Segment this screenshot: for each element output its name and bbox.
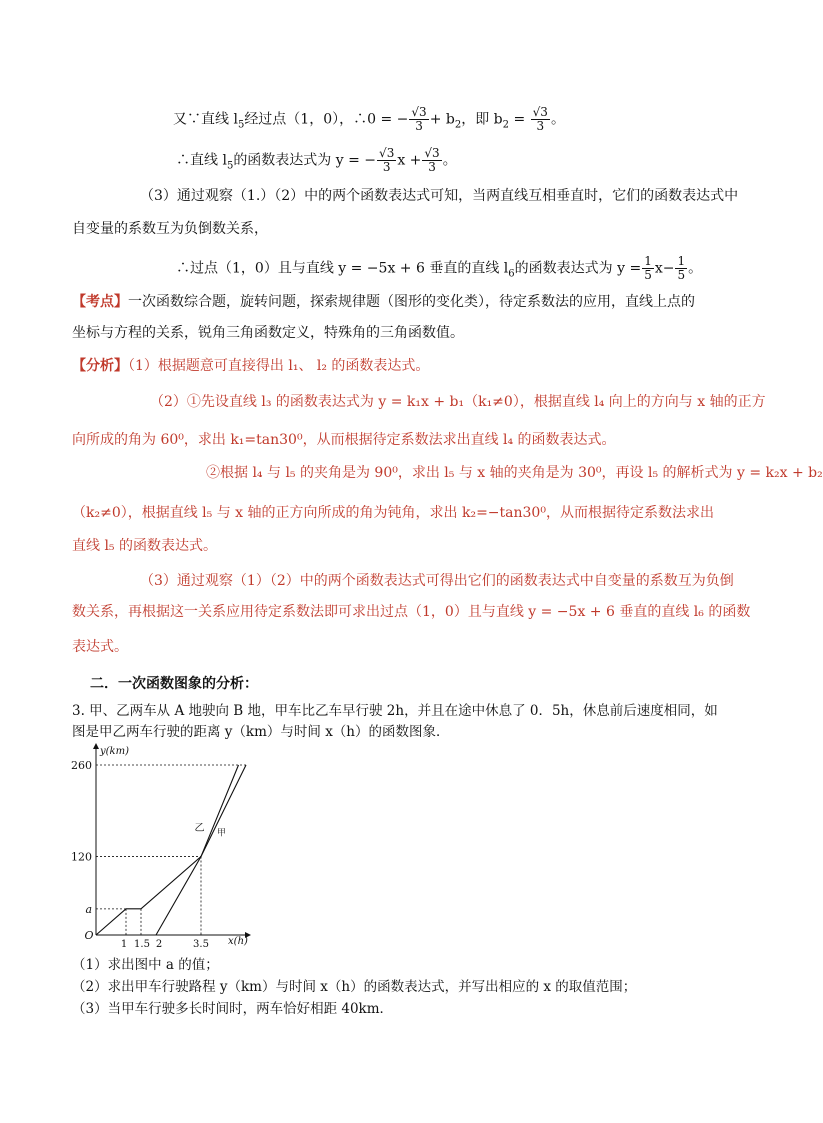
x-tick-label: 1	[120, 939, 128, 950]
x-tick-label: 3.5	[193, 939, 209, 950]
series-yi-label: 乙	[194, 823, 205, 835]
kaodian-line2: 坐标与方程的关系，锐角三角函数定义，特殊角的三角函数值。	[72, 325, 464, 341]
part3-line3: ∴过点（1，0）且与直线 y = −5x + 6 垂直的直线 $l_6$的函数表达式为 y = $\frac{1}{5}$ x− $\frac{1}{5}$ 。	[176, 254, 703, 282]
fenxi-label: 【分析】	[72, 358, 128, 374]
distance-time-chart	[71, 738, 258, 950]
fraction: $\frac{1}{5}$	[677, 254, 686, 282]
fraction: $\frac{√3}{3}$	[379, 146, 395, 174]
fenxi-line8: 数关系，再根据这一关系应用待定系数法即可求出过点（1，0）且与直线 y = −5x + 6 垂直的直线 l₆ 的函数	[72, 604, 751, 620]
y-tick-label: 260	[71, 759, 92, 772]
fenxi-line1: 【分析】（1）根据题意可直接得出 l₁、 l₂ 的函数表达式。	[72, 358, 430, 374]
kaodian-label: 【考点】	[72, 294, 128, 310]
fenxi-line2: （2）①先设直线 l₃ 的函数表达式为 y = k₁x + b₁（k₁≠0），根据直线 l₄ 向上的方向与 x 轴的正方	[150, 394, 766, 410]
fraction: $\frac{√3}{3}$	[424, 146, 440, 174]
part3-line2: 自变量的系数互为负倒数关系，	[72, 221, 268, 237]
fenxi-line6: 直线 l₅ 的函数表达式。	[72, 538, 217, 554]
question-3: （3）当甲车行驶多长时间时，两车恰好相距 40km．	[72, 1001, 394, 1017]
part2-line-a: 又∵直线 $l_5$经过点（1，0），∴0 = − $\frac{√3}{3}$ + $b_2$，即 $b_2$ = $\frac{√3}{3}$ 。	[173, 105, 565, 133]
fenxi-line4: ②根据 l₄ 与 l₅ 的夹角是为 90⁰，求出 l₅ 与 x 轴的夹角是为 30⁰，再设 l₅ 的解析式为 y = k₂x + b₂	[206, 465, 823, 481]
fraction: $\frac{√3}{3}$	[532, 105, 548, 133]
fraction: $\frac{√3}{3}$	[411, 105, 427, 133]
fenxi-line5: （k₂≠0），根据直线 l₅ 与 x 轴的正方向所成的角为钝角，求出 k₂=−tan30⁰，从而根据待定系数法求出	[72, 505, 714, 521]
x-tick-label: 2	[155, 939, 163, 950]
x-axis-label: x(h)	[228, 936, 248, 947]
problem3-line1: 3. 甲、乙两车从 A 地驶向 B 地，甲车比乙车早行驶 2h，并且在途中休息了 0．5h，休息前后速度相同，如	[72, 703, 718, 719]
fenxi-line7: （3）通过观察（1）（2）中的两个函数表达式可得出它们的函数表达式中自变量的系数互为负倒	[140, 573, 734, 589]
y-tick-label: a	[85, 902, 92, 916]
series-yi-line	[156, 765, 239, 935]
problem3-line2: 图是甲乙两车行驶的距离 y（km）与时间 x（h）的函数图象．	[72, 724, 450, 740]
part3-line1: （3）通过观察（1.）（2）中的两个函数表达式可知，当两直线互相垂直时，它们的函数表达式中	[140, 188, 739, 204]
part2-line-b: ∴直线 $l_5$的函数表达式为 y = − $\frac{√3}{3}$ x + $\frac{√3}{3}$ 。	[176, 146, 457, 174]
series-jia-label: 甲	[216, 828, 226, 839]
kaodian-line1: 【考点】一次函数综合题，旋转问题，探索规律题（图形的变化类），待定系数法的应用，直线上点的	[72, 294, 695, 310]
section2-title: 二．一次函数图象的分析：	[90, 676, 258, 692]
fenxi-line9: 表达式。	[72, 639, 128, 655]
y-tick-label: 120	[71, 850, 92, 864]
question-1: （1）求出图中 a 的值；	[72, 957, 219, 973]
x-tick-label: 1.5	[134, 939, 150, 950]
origin-label: O	[84, 929, 94, 942]
fenxi-line3: 向所成的角为 60⁰，求出 k₁=tan30⁰，从而根据待定系数法求出直线 l₄ 的函数表达式。	[72, 432, 616, 448]
question-2: （2）求出甲车行驶路程 y（km）与时间 x（h）的函数表达式，并写出相应的 x 的取值范围；	[72, 979, 637, 995]
y-axis-label: y(km)	[100, 746, 129, 757]
fraction: $\frac{1}{5}$	[644, 254, 652, 282]
